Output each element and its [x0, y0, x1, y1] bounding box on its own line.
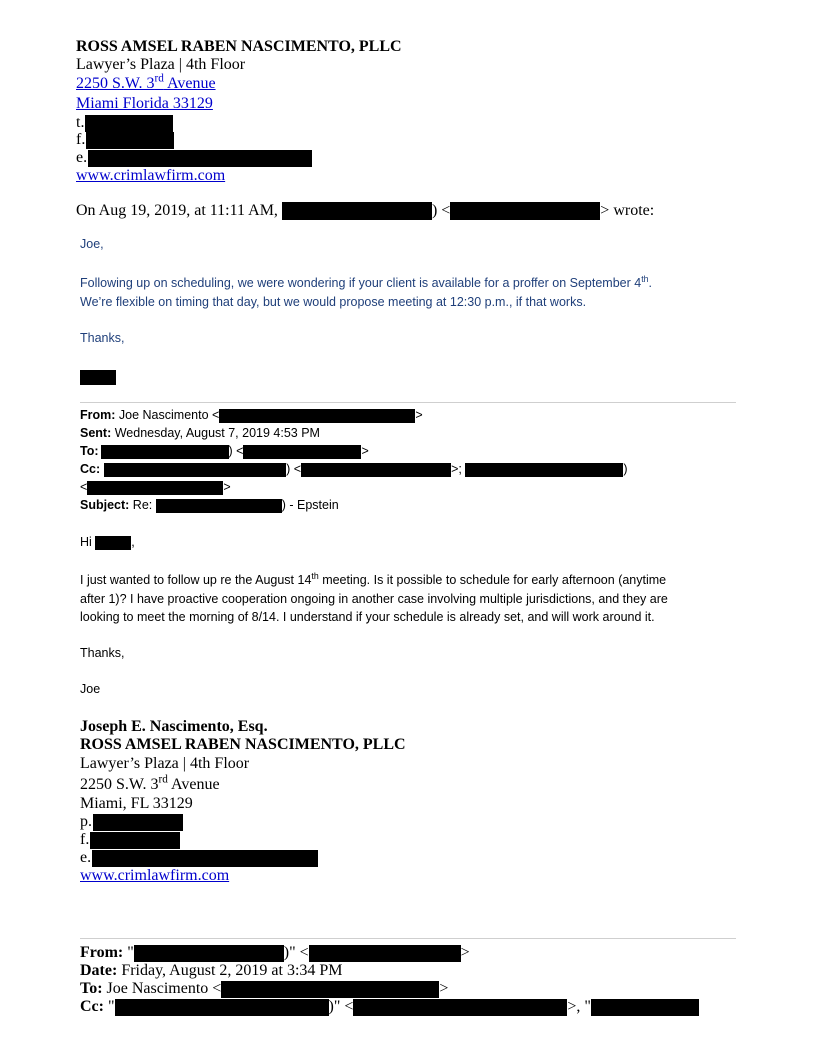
website-link[interactable]: [76, 167, 225, 185]
city-link[interactable]: [76, 95, 213, 113]
sig2-website-link[interactable]: [80, 867, 229, 885]
sig2-firm: ROSS AMSEL RABEN NASCIMENTO, PLLC: [80, 736, 406, 753]
to-end: >: [439, 980, 449, 997]
sig2-website-text[interactable]: www.crimlawfirm.com: [80, 867, 230, 884]
greeting-comma: ,: [131, 535, 135, 549]
to-label: To:: [80, 444, 99, 458]
from-label: From:: [80, 944, 124, 961]
cc2-start: <: [80, 480, 88, 494]
email-label: e.: [80, 849, 92, 866]
separator-line: [80, 402, 736, 403]
msg2-closing: Thanks,: [80, 646, 125, 660]
redaction-box: [86, 132, 174, 149]
fax-label: f.: [80, 831, 90, 848]
msg2-greeting: [80, 535, 135, 550]
hdr3-from: [80, 944, 470, 962]
cc-end: ): [623, 462, 628, 476]
hdr2-cc: [80, 462, 628, 477]
hdr2-to: [80, 444, 369, 459]
cc-label: Cc:: [80, 462, 101, 476]
redaction-box: [309, 945, 461, 962]
redaction-box: [301, 463, 451, 477]
from-quote: ": [127, 944, 134, 961]
sig2-address: [80, 773, 220, 794]
redaction-box: [591, 999, 699, 1016]
address-text-end: Avenue: [163, 75, 216, 92]
to-end: >: [361, 444, 369, 458]
redaction-box: [450, 202, 600, 220]
sig2-name: Joseph E. Nascimento, Esq.: [80, 718, 268, 735]
redaction-box: [90, 832, 180, 849]
msg2-line3: looking to meet the morning of 8/14. I understand if your schedule is already set, and will work around it.: [80, 610, 655, 624]
fax-line: [76, 131, 174, 149]
office-line: Lawyer’s Plaza | 4th Floor: [76, 56, 246, 73]
address-text: 2250 S.W. 3: [76, 75, 155, 92]
phone-label: p.: [80, 813, 92, 830]
from-mid: )" <: [283, 944, 309, 961]
redaction-box: [219, 409, 415, 423]
email-line: [76, 149, 312, 167]
quote-header-end: > wrote:: [600, 202, 655, 219]
hdr3-cc: [80, 998, 699, 1016]
date-value: Friday, August 2, 2019 at 3:34 PM: [121, 962, 343, 979]
redaction-box: [353, 999, 567, 1016]
msg1-line1: [80, 273, 652, 290]
cc-quote: ": [107, 998, 115, 1015]
hdr2-cc-cont: [80, 480, 231, 495]
redaction-box: [465, 463, 623, 477]
redaction-box: [80, 370, 116, 385]
redaction-box: [115, 999, 329, 1016]
redaction-box: [221, 981, 439, 998]
msg2-line1-text: I just wanted to follow up re the August 14: [80, 573, 312, 587]
hdr2-sent: [80, 426, 320, 440]
redaction-box: [93, 814, 183, 831]
redaction-box: [92, 850, 318, 867]
hdr2-from: [80, 408, 423, 423]
redaction-box: [101, 445, 229, 459]
msg1-line1-text: Following up on scheduling, we were wondering if your client is available for a proffer on September 4: [80, 276, 642, 290]
hdr3-date: [80, 962, 343, 980]
msg1-signature-redaction: [80, 368, 116, 386]
subject-label: Subject:: [80, 498, 130, 512]
redaction-box: [134, 945, 284, 962]
subject-post: ) - Epstein: [281, 498, 339, 512]
redaction-box: [243, 445, 361, 459]
redaction-box: [282, 202, 432, 220]
firm-name: ROSS AMSEL RABEN NASCIMENTO, PLLC: [76, 38, 402, 55]
msg2-line2: after 1)? I have proactive cooperation ongoing in another case involving multiple jurisdictions, and they are: [80, 592, 668, 606]
to-label: To:: [80, 980, 103, 997]
quote-header-mid: ) <: [431, 202, 451, 219]
sent-label: Sent:: [80, 426, 112, 440]
hdr2-subject: [80, 498, 339, 513]
city-text[interactable]: Miami Florida 33129: [76, 95, 213, 112]
redaction-box: [95, 536, 131, 550]
redaction-box: [88, 150, 312, 167]
msg1-greeting: Joe,: [80, 237, 104, 251]
hdr3-to: [80, 980, 448, 998]
from-value: Joe Nascimento <: [118, 408, 220, 422]
sig2-fax: [80, 831, 180, 849]
redaction-box: [87, 481, 223, 495]
redaction-box: [104, 463, 286, 477]
msg1-line1-end: .: [648, 276, 652, 290]
email-label: e.: [76, 149, 88, 166]
cc-end: >, ": [567, 998, 591, 1015]
phone-label: t.: [76, 114, 85, 131]
cc-label: Cc:: [80, 998, 104, 1015]
from-label: From:: [80, 408, 116, 422]
sig2-office: Lawyer’s Plaza | 4th Floor: [80, 755, 250, 772]
cc-mid: ) <: [286, 462, 302, 476]
quote-header-date: On Aug 19, 2019, at 11:11 AM,: [76, 202, 278, 219]
msg2-line1-sup: th: [311, 570, 319, 581]
phone-line: [76, 114, 173, 132]
redaction-box: [85, 115, 173, 132]
greeting-text: Hi: [80, 535, 92, 549]
sig2-address-end: Avenue: [167, 776, 220, 793]
separator-line: [80, 938, 736, 939]
address-link[interactable]: [76, 72, 216, 93]
cc-mid: )" <: [328, 998, 354, 1015]
sig2-city: Miami, FL 33129: [80, 795, 193, 812]
redaction-box: [156, 499, 282, 513]
address-sup: rd: [154, 72, 164, 85]
msg1-line2: We’re flexible on timing that day, but we would propose meeting at 12:30 p.m., if that works.: [80, 295, 587, 309]
sig2-phone: [80, 813, 183, 831]
msg2-signoff: Joe: [80, 682, 101, 696]
subject-pre: Re:: [132, 498, 153, 512]
msg1-closing: Thanks,: [80, 331, 125, 345]
msg2-line1-end: meeting. Is it possible to schedule for early afternoon (anytime: [318, 573, 667, 587]
from-end: >: [460, 944, 470, 961]
fax-label: f.: [76, 131, 86, 148]
sig2-address-sup: rd: [158, 773, 168, 786]
msg1-line1-sup: th: [641, 273, 649, 284]
cc-sep: >;: [451, 462, 462, 476]
cc2-end: >: [223, 480, 231, 494]
website-text[interactable]: www.crimlawfirm.com: [76, 167, 226, 184]
sent-value: Wednesday, August 7, 2019 4:53 PM: [114, 426, 320, 440]
to-value: Joe Nascimento <: [106, 980, 222, 997]
sig2-address-text: 2250 S.W. 3: [80, 776, 159, 793]
to-mid: ) <: [228, 444, 244, 458]
date-label: Date:: [80, 962, 118, 979]
sig2-email: [80, 849, 318, 867]
msg2-line1: [80, 570, 667, 587]
quote-header: [76, 202, 654, 220]
from-end: >: [415, 408, 423, 422]
